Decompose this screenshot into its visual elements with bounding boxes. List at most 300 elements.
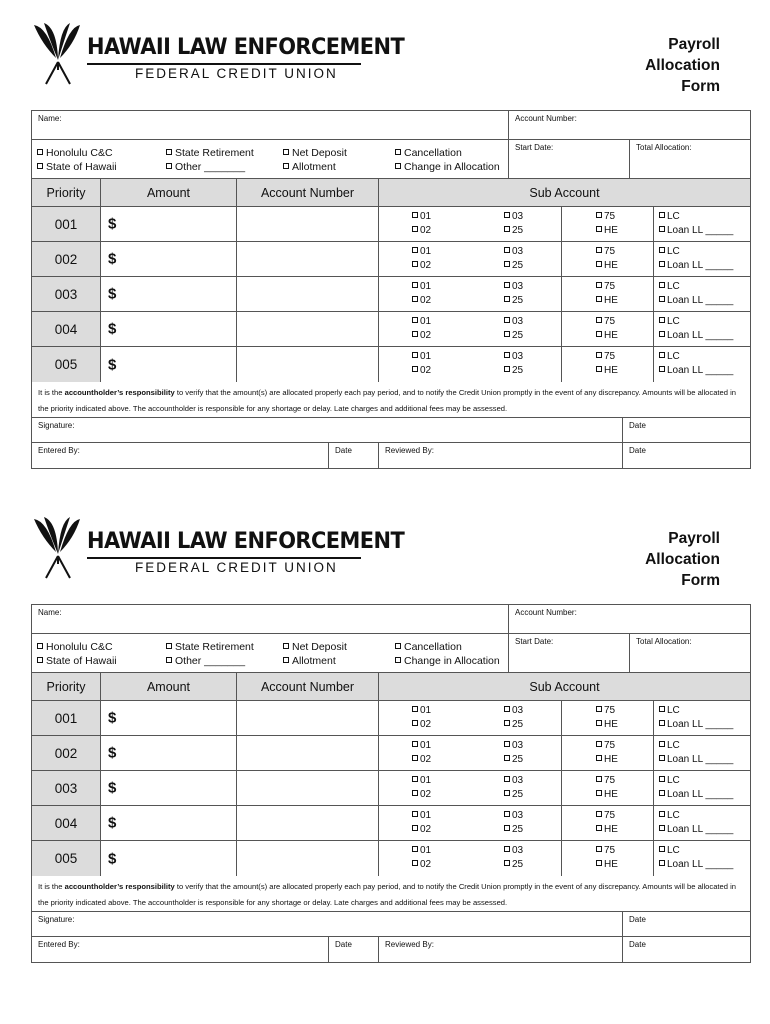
checkbox-icon[interactable]	[395, 149, 401, 155]
sub-account-option[interactable]	[596, 245, 615, 259]
checkbox-icon[interactable]	[412, 366, 418, 372]
checkbox-icon[interactable]	[412, 331, 418, 337]
checkbox-icon[interactable]	[412, 776, 418, 782]
sub-account-option[interactable]	[596, 210, 615, 224]
option-label: Honolulu C&C	[46, 147, 113, 159]
sub-account-option[interactable]	[659, 844, 680, 858]
checkbox-icon[interactable]	[596, 825, 602, 831]
sub-account-label: Loan LL _____	[667, 225, 734, 236]
account-number-input[interactable]	[236, 771, 378, 805]
checkbox-icon[interactable]	[412, 352, 418, 358]
sub-account-option[interactable]	[412, 704, 431, 718]
checkbox-icon[interactable]	[659, 226, 665, 232]
sub-account-option[interactable]	[659, 823, 733, 837]
checkbox-icon[interactable]	[659, 720, 665, 726]
responsibility-notice	[32, 876, 750, 911]
sub-account-header: Sub Account	[378, 179, 750, 206]
sub-account-option[interactable]	[412, 294, 431, 308]
checkbox-icon[interactable]	[504, 282, 510, 288]
sub-account-option[interactable]	[659, 858, 733, 872]
checkbox-icon[interactable]	[659, 212, 665, 218]
checkbox-icon[interactable]	[504, 706, 510, 712]
account-number-field[interactable]	[508, 111, 750, 139]
name-label: Name:	[38, 608, 62, 617]
checkbox-icon[interactable]	[596, 331, 602, 337]
sub-account-option[interactable]	[659, 364, 733, 378]
total-allocation-field[interactable]	[629, 634, 750, 672]
sub-account-option[interactable]	[659, 210, 680, 224]
checkbox-icon[interactable]	[659, 261, 665, 267]
sub-account-label: Loan LL _____	[667, 754, 734, 765]
sub-account-option[interactable]	[504, 210, 523, 224]
checkbox-icon[interactable]	[504, 296, 510, 302]
sub-account-option[interactable]	[412, 329, 431, 343]
sub-account-label: HE	[604, 260, 618, 271]
sub-account-label: HE	[604, 225, 618, 236]
checkbox-icon[interactable]	[504, 247, 510, 253]
notice-text: It is the	[38, 388, 65, 397]
checkbox-icon[interactable]	[412, 296, 418, 302]
checkbox-icon[interactable]	[504, 352, 510, 358]
option-label: Other _______	[175, 161, 246, 173]
sub-account-label: 03	[512, 775, 524, 786]
sub-account-option[interactable]	[659, 245, 680, 259]
sub-account-label: 02	[420, 365, 432, 376]
checkbox-icon[interactable]	[37, 149, 43, 155]
sub-account-option[interactable]	[412, 788, 431, 802]
checkbox-icon[interactable]	[412, 811, 418, 817]
checkbox-icon[interactable]	[504, 846, 510, 852]
sub-account-option[interactable]	[659, 809, 680, 823]
sub-account-option[interactable]	[504, 753, 523, 767]
checkbox-icon[interactable]	[504, 331, 510, 337]
checkbox-icon[interactable]	[283, 163, 289, 169]
checkbox-icon[interactable]	[412, 706, 418, 712]
checkbox-icon[interactable]	[395, 163, 401, 169]
sub-account-option[interactable]	[504, 809, 523, 823]
name-field[interactable]	[32, 605, 508, 633]
reviewed-date-field[interactable]	[622, 937, 750, 962]
sub-account-label: 02	[420, 295, 432, 306]
checkbox-icon[interactable]	[37, 657, 43, 663]
sub-account-label: 01	[420, 316, 432, 327]
sub-account-option[interactable]	[412, 280, 431, 294]
sub-account-option[interactable]	[659, 315, 680, 329]
option-label: Cancellation	[404, 147, 462, 159]
option-label: State Retirement	[175, 641, 254, 653]
sub-account-option[interactable]	[412, 739, 431, 753]
total-allocation-label: Total Allocation:	[636, 143, 692, 152]
checkbox-icon[interactable]	[412, 282, 418, 288]
checkbox-icon[interactable]	[659, 811, 665, 817]
sub-account-option[interactable]	[412, 774, 431, 788]
sub-account-option[interactable]	[412, 364, 431, 378]
sub-account-option[interactable]	[504, 364, 523, 378]
checkbox-icon[interactable]	[166, 163, 172, 169]
account-number-input[interactable]	[236, 806, 378, 840]
sub-account-option[interactable]	[596, 704, 615, 718]
entered-date-field[interactable]	[328, 937, 378, 962]
option-honolulu[interactable]	[37, 146, 113, 160]
checkbox-icon[interactable]	[596, 317, 602, 323]
sub-account-option[interactable]	[412, 350, 431, 364]
account-number-input[interactable]	[236, 736, 378, 770]
account-number-input[interactable]	[236, 242, 378, 276]
sub-account-option[interactable]	[412, 210, 431, 224]
checkbox-icon[interactable]	[596, 282, 602, 288]
payroll-allocation-form	[0, 494, 770, 974]
priority-cell: 001	[32, 207, 100, 241]
sub-account-label: HE	[604, 789, 618, 800]
sub-account-label: 01	[420, 705, 432, 716]
checkbox-icon[interactable]	[412, 317, 418, 323]
checkbox-icon[interactable]	[504, 860, 510, 866]
checkbox-icon[interactable]	[504, 825, 510, 831]
sub-account-option[interactable]	[596, 364, 618, 378]
sub-account-option[interactable]	[504, 280, 523, 294]
checkbox-icon[interactable]	[596, 706, 602, 712]
checkbox-icon[interactable]	[659, 247, 665, 253]
checkbox-icon[interactable]	[596, 212, 602, 218]
checkbox-icon[interactable]	[659, 331, 665, 337]
sub-account-option[interactable]	[596, 774, 615, 788]
option-state-retirement[interactable]	[166, 146, 254, 160]
sub-account-option[interactable]	[596, 224, 618, 238]
account-number-label: Account Number:	[515, 608, 577, 617]
amount-field[interactable]	[100, 806, 236, 840]
amount-field[interactable]	[100, 347, 236, 382]
sub-account-option[interactable]	[504, 315, 523, 329]
sub-account-label: 02	[420, 330, 432, 341]
allocation-row	[32, 277, 750, 312]
checkbox-icon[interactable]	[283, 657, 289, 663]
sub-account-option[interactable]	[659, 739, 680, 753]
checkbox-icon[interactable]	[504, 261, 510, 267]
checkbox-icon[interactable]	[412, 846, 418, 852]
amount-field[interactable]	[100, 277, 236, 311]
sub-account-option[interactable]	[596, 315, 615, 329]
checkbox-icon[interactable]	[166, 657, 172, 663]
sub-account-option[interactable]	[596, 844, 615, 858]
checkbox-icon[interactable]	[596, 790, 602, 796]
option-allotment[interactable]	[283, 160, 336, 174]
checkbox-icon[interactable]	[283, 643, 289, 649]
sub-account-option[interactable]	[504, 823, 523, 837]
amount-field[interactable]	[100, 771, 236, 805]
signature-label: Signature:	[38, 421, 75, 430]
account-number-field[interactable]	[508, 605, 750, 633]
form-title-line: Payroll	[668, 530, 720, 547]
sub-account-option[interactable]	[504, 259, 523, 273]
allocation-row	[32, 242, 750, 277]
checkbox-icon[interactable]	[596, 247, 602, 253]
sub-account-option[interactable]	[504, 329, 523, 343]
checkbox-icon[interactable]	[166, 643, 172, 649]
sub-account-option[interactable]	[412, 315, 431, 329]
start-date-field[interactable]	[508, 634, 629, 672]
sub-account-label: 25	[512, 789, 524, 800]
checkbox-icon[interactable]	[395, 643, 401, 649]
checkbox-icon[interactable]	[659, 846, 665, 852]
checkbox-icon[interactable]	[395, 657, 401, 663]
sub-account-option[interactable]	[659, 224, 733, 238]
sub-account-option[interactable]	[504, 294, 523, 308]
checkbox-icon[interactable]	[659, 741, 665, 747]
sub-account-label: 03	[512, 845, 524, 856]
sub-account-option[interactable]	[659, 350, 680, 364]
option-cancellation[interactable]	[395, 640, 462, 654]
checkbox-icon[interactable]	[412, 261, 418, 267]
sub-account-label: 01	[420, 740, 432, 751]
priority-cell: 003	[32, 771, 100, 805]
option-other[interactable]	[166, 654, 245, 668]
checkbox-icon[interactable]	[504, 720, 510, 726]
option-honolulu[interactable]	[37, 640, 113, 654]
sub-account-option[interactable]	[504, 788, 523, 802]
signature-date-field[interactable]	[622, 912, 750, 936]
option-net-deposit[interactable]	[283, 146, 347, 160]
options-row	[32, 634, 750, 673]
checkbox-icon[interactable]	[596, 352, 602, 358]
checkbox-icon[interactable]	[596, 261, 602, 267]
reviewed-by-field[interactable]	[378, 937, 622, 962]
checkbox-icon[interactable]	[412, 790, 418, 796]
column-divider	[561, 242, 562, 276]
signature-field[interactable]	[32, 418, 622, 442]
sub-account-label: 25	[512, 754, 524, 765]
checkbox-icon[interactable]	[659, 352, 665, 358]
notice-bold-text: accountholder’s responsibility	[64, 882, 175, 891]
checkbox-icon[interactable]	[412, 720, 418, 726]
checkbox-icon[interactable]	[37, 163, 43, 169]
sub-account-option[interactable]	[412, 259, 431, 273]
sub-account-option[interactable]	[659, 329, 733, 343]
signature-field[interactable]	[32, 912, 622, 936]
account-number-input[interactable]	[236, 347, 378, 382]
option-cancellation[interactable]	[395, 146, 462, 160]
checkbox-icon[interactable]	[412, 825, 418, 831]
checkbox-icon[interactable]	[596, 720, 602, 726]
account-number-input[interactable]	[236, 841, 378, 876]
checkbox-icon[interactable]	[283, 149, 289, 155]
checkbox-icon[interactable]	[412, 212, 418, 218]
sub-account-option[interactable]	[659, 753, 733, 767]
option-change-allocation[interactable]	[395, 160, 500, 174]
sub-account-option[interactable]	[504, 739, 523, 753]
sub-account-option[interactable]	[412, 245, 431, 259]
sub-account-option[interactable]	[596, 788, 618, 802]
sub-account-option[interactable]	[412, 809, 431, 823]
checkbox-icon[interactable]	[504, 226, 510, 232]
options-row	[32, 140, 750, 179]
start-date-field[interactable]	[508, 140, 629, 178]
checkbox-icon[interactable]	[412, 226, 418, 232]
sub-account-label: LC	[667, 810, 680, 821]
allocation-row	[32, 841, 750, 876]
sub-account-option[interactable]	[596, 809, 615, 823]
checkbox-icon[interactable]	[596, 366, 602, 372]
checkbox-icon[interactable]	[504, 755, 510, 761]
sub-account-option[interactable]	[504, 245, 523, 259]
checkbox-icon[interactable]	[596, 226, 602, 232]
sub-account-label: 75	[604, 316, 616, 327]
sub-account-option[interactable]	[412, 823, 431, 837]
account-number-input[interactable]	[236, 207, 378, 241]
sub-account-option[interactable]	[596, 858, 618, 872]
checkbox-icon[interactable]	[596, 741, 602, 747]
checkbox-icon[interactable]	[504, 776, 510, 782]
notice-text: to verify that the amount(s) are allocated properly each pay period, and to notify the Credit Union promptly in the event of any discrepancy. Amounts will be allocated in the priority indicated above. The accountholder is responsible for any shortage or delay. Late charges and additional fees may be assessed.	[38, 882, 736, 907]
account-number-input[interactable]	[236, 701, 378, 735]
sub-account-option[interactable]	[596, 259, 618, 273]
sub-account-option[interactable]	[596, 753, 618, 767]
checkbox-icon[interactable]	[659, 860, 665, 866]
sub-account-option[interactable]	[412, 224, 431, 238]
sub-account-option[interactable]	[412, 753, 431, 767]
checkbox-icon[interactable]	[596, 755, 602, 761]
sub-account-option[interactable]	[659, 788, 733, 802]
sub-account-option[interactable]	[596, 718, 618, 732]
checkbox-icon[interactable]	[504, 811, 510, 817]
sub-account-option[interactable]	[596, 329, 618, 343]
reviewed-date-field[interactable]	[622, 443, 750, 468]
checkbox-icon[interactable]	[166, 149, 172, 155]
sub-account-option[interactable]	[504, 858, 523, 872]
sub-account-label: Loan LL _____	[667, 330, 734, 341]
sub-account-cell	[378, 207, 750, 241]
checkbox-icon[interactable]	[412, 247, 418, 253]
option-allotment[interactable]	[283, 654, 336, 668]
sub-account-option[interactable]	[659, 259, 733, 273]
checkbox-icon[interactable]	[659, 296, 665, 302]
option-net-deposit[interactable]	[283, 640, 347, 654]
priority-cell: 002	[32, 242, 100, 276]
palm-leaf-icon	[32, 516, 84, 580]
priority-cell: 001	[32, 701, 100, 735]
name-field[interactable]	[32, 111, 508, 139]
logo-rule	[87, 63, 361, 65]
checkbox-icon[interactable]	[659, 282, 665, 288]
sub-account-option[interactable]	[412, 718, 431, 732]
checkbox-icon[interactable]	[504, 366, 510, 372]
total-allocation-field[interactable]	[629, 140, 750, 178]
entered-by-field[interactable]	[32, 937, 328, 962]
checkbox-icon[interactable]	[412, 755, 418, 761]
sub-account-option[interactable]	[504, 704, 523, 718]
sub-account-label: 01	[420, 845, 432, 856]
sub-account-option[interactable]	[596, 294, 618, 308]
option-state-hawaii[interactable]	[37, 160, 117, 174]
sub-account-option[interactable]	[659, 704, 680, 718]
checkbox-icon[interactable]	[659, 706, 665, 712]
reviewed-by-field[interactable]	[378, 443, 622, 468]
amount-field[interactable]	[100, 736, 236, 770]
dollar-sign: $	[108, 356, 117, 373]
sub-account-option[interactable]	[659, 280, 680, 294]
sub-account-option[interactable]	[596, 350, 615, 364]
checkbox-icon[interactable]	[37, 643, 43, 649]
sub-account-label: 01	[420, 211, 432, 222]
allocation-row	[32, 701, 750, 736]
entered-date-field[interactable]	[328, 443, 378, 468]
notice-row	[32, 382, 750, 418]
checkbox-icon[interactable]	[412, 741, 418, 747]
checkbox-icon[interactable]	[504, 212, 510, 218]
sub-account-label: 01	[420, 775, 432, 786]
amount-field[interactable]	[100, 242, 236, 276]
amount-field[interactable]	[100, 312, 236, 346]
column-divider	[561, 207, 562, 241]
checkbox-icon[interactable]	[659, 755, 665, 761]
signature-date-field[interactable]	[622, 418, 750, 442]
sub-account-option[interactable]	[504, 224, 523, 238]
option-label: State of Hawaii	[46, 655, 117, 667]
option-other[interactable]	[166, 160, 245, 174]
account-number-input[interactable]	[236, 277, 378, 311]
option-state-retirement[interactable]	[166, 640, 254, 654]
credit-union-logo	[32, 516, 405, 586]
checkbox-icon[interactable]	[659, 776, 665, 782]
sub-account-option[interactable]	[659, 294, 733, 308]
checkbox-icon[interactable]	[596, 776, 602, 782]
amount-field[interactable]	[100, 701, 236, 735]
option-change-allocation[interactable]	[395, 654, 500, 668]
checkbox-icon[interactable]	[596, 296, 602, 302]
sub-account-option[interactable]	[412, 844, 431, 858]
checkbox-icon[interactable]	[412, 860, 418, 866]
sub-account-option[interactable]	[504, 774, 523, 788]
sub-account-label: LC	[667, 211, 680, 222]
sub-account-option[interactable]	[659, 774, 680, 788]
sub-account-option[interactable]	[596, 739, 615, 753]
checkbox-icon[interactable]	[659, 317, 665, 323]
sub-account-option[interactable]	[412, 858, 431, 872]
checkbox-icon[interactable]	[596, 811, 602, 817]
option-state-hawaii[interactable]	[37, 654, 117, 668]
amount-field[interactable]	[100, 207, 236, 241]
dollar-sign: $	[108, 215, 117, 233]
sub-account-option[interactable]	[659, 718, 733, 732]
sub-account-option[interactable]	[596, 823, 618, 837]
checkbox-icon[interactable]	[504, 317, 510, 323]
checkbox-icon[interactable]	[504, 741, 510, 747]
checkbox-icon[interactable]	[596, 846, 602, 852]
date-label: Date	[629, 915, 646, 924]
option-label: Cancellation	[404, 641, 462, 653]
sub-account-label: 03	[512, 810, 524, 821]
sub-account-option[interactable]	[504, 350, 523, 364]
amount-header: Amount	[100, 673, 236, 700]
allocation-row	[32, 806, 750, 841]
account-number-input[interactable]	[236, 312, 378, 346]
checkbox-icon[interactable]	[659, 366, 665, 372]
checkbox-icon[interactable]	[659, 790, 665, 796]
column-divider	[653, 736, 654, 770]
sub-account-option[interactable]	[504, 718, 523, 732]
sub-account-option[interactable]	[504, 844, 523, 858]
sub-account-option[interactable]	[596, 280, 615, 294]
amount-field[interactable]	[100, 841, 236, 876]
checkbox-icon[interactable]	[659, 825, 665, 831]
entered-by-field[interactable]	[32, 443, 328, 468]
checkbox-icon[interactable]	[504, 790, 510, 796]
account-number-label: Account Number:	[515, 114, 577, 123]
dollar-sign: $	[108, 320, 117, 338]
sub-account-label: 75	[604, 281, 616, 292]
checkbox-icon[interactable]	[596, 860, 602, 866]
column-divider	[653, 347, 654, 382]
allocation-row	[32, 736, 750, 771]
